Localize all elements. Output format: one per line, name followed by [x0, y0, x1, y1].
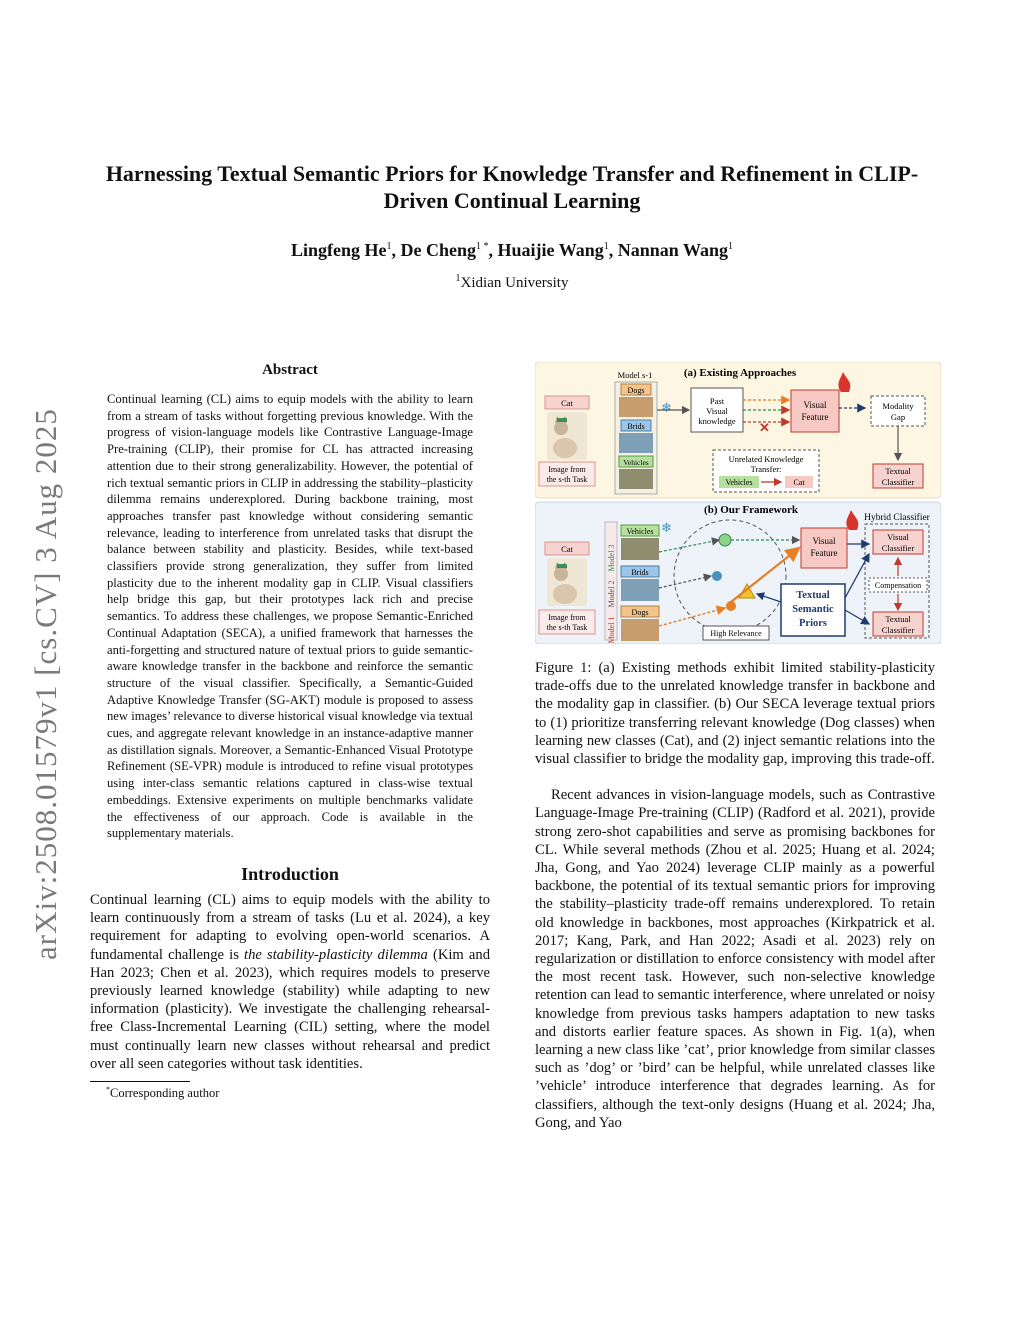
panel-b-title: (b) Our Framework [704, 504, 798, 516]
dog-image-icon [621, 619, 659, 641]
cat-label: Cat [561, 544, 573, 554]
hybrid-classifier-title: Hybrid Classifier [864, 513, 930, 523]
figure-1 [535, 362, 941, 644]
affiliation-name: Xidian University [460, 275, 569, 291]
visual-feature-label: Feature [801, 412, 829, 422]
figure-caption: Figure 1: (a) Existing methods exhibit limited stability-plasticity trade-offs due to the unrelated knowledge transfer in backbone and the modality gap in classifier. (b) Our SECA leverage textual priors to (1) prioritize transferring relevant knowledge (Dog classes) when learning new classes (Cat), and (2) inject semantic relations into the visual classifier to bridge the modality gap, improving this trade-off. [535, 660, 935, 768]
model-label-3: Model 3 [607, 544, 616, 572]
affiliation-mark: 1 [455, 273, 461, 284]
class-label: Dogs [627, 386, 645, 395]
cat-label: Cat [561, 398, 573, 408]
cat-image-icon [547, 558, 587, 606]
class-label: Dogs [631, 608, 649, 617]
visual-feature-box [791, 390, 839, 432]
textual-priors-label: Priors [799, 618, 827, 629]
author-affiliation-mark: 1 [727, 241, 733, 252]
author-affiliation-mark: 1 * [476, 241, 489, 252]
vehicle-image-icon [619, 469, 653, 489]
class-label: Brids [631, 568, 649, 577]
unrelated-cat-label: Cat [793, 478, 805, 487]
bird-image-icon [621, 579, 659, 601]
past-knowledge-label: knowledge [698, 416, 736, 426]
high-relevance-label: High Relevance [710, 629, 762, 638]
visual-feature-label: Feature [810, 548, 838, 558]
introduction-paragraph: Recent advances in vision-language models, such as Contrastive Language-Image Pre-training (CLIP) (Radford et al. 2021), provide strong zero-shot capabilities and serve as promising backbones for CL. While several methods (Zhou et al. 2025; Huang et al. 2024; Jha, Gong, and Yao 2024) leverage CLIP mainly as a powerful backbone, the potential of its textual semantic priors for improving the stability–plasticity trade-off remains underexplored. To retain old knowledge in backbones, most approaches (Kirkpatrick et al. 2017; Kang, Park, and Han 2022; Asadi et al. 2023) rely on regularization or distillation to enforce consistency with model after the most recent task. However, such non-selective knowledge retention can lead to semantic interference, where unrelated or noisy knowledge from previous tasks hampers adaptation to new tasks and distorts earlier feature spaces. As shown in Fig. 1(a), when learning a new class like ’cat’, prior knowledge from similar classes such as ’dog’ or ’bird’ can be helpful, while unrelated classes like ’vehicle’ introduce interference that degrades learning. As for classifiers, although the text-only designs (Huang et al. 2024; Jha, Gong, and Yao [535, 787, 935, 1131]
textual-classifier-label: Textual [885, 614, 911, 624]
past-knowledge-label: Visual [706, 406, 728, 416]
cross-icon: ✕ [759, 420, 770, 435]
author-name: De Cheng [400, 240, 477, 260]
affiliation [80, 273, 944, 292]
author-name: Nannan Wang [617, 240, 728, 260]
author-affiliation-mark: 1 [603, 241, 609, 252]
task-label: the s-th Task [546, 623, 588, 632]
visual-classifier-label: Visual [887, 532, 909, 542]
class-label: Vehicles [623, 458, 649, 467]
snowflake-icon: ❄ [661, 520, 672, 535]
right-column [535, 659, 935, 1132]
author-name: Lingfeng He [291, 240, 387, 260]
intro-text: (Kim and Han 2023; Chen et al. 2023), which requires models to preserve previously learned knowledge (stability) while adapting to new information (plasticity). We investigate the challenging rehearsal-free Class-Incremental Learning (CIL) setting, where the model must continually learn new classes without rehearsal and predict over all seen categories without task identities. [90, 946, 490, 1072]
modality-gap-label: Gap [890, 412, 906, 422]
abstract-text: Continual learning (CL) aims to equip models with the ability to learn from a stream of tasks without forgetting previous knowledge. With the progress of vision-language models like Contrastive Language-Image Pre-training (CLIP), their promise for CL has attracted increasing attention due to their strong generalizability. However, the potential of rich textual semantic priors in CLIP in addressing the stability–plasticity dilemma remains underexplored. During backbone training, most approaches transfer past knowledge without considering semantic relevance, leading to interference from unrelated tasks that disrupt the balance between stability and plasticity. Besides, while text-based classifiers provide strong generalization, they suffer from limited plasticity due to the inherent modality gap in CLIP. Visual classifiers help bridge this gap, but their prototypes lack rich and precise semantics. To address these challenges, we propose Semantic-Enriched Continual Adaptation (SECA), a unified framework that harnesses the anti-forgetting and structured nature of textual priors to guide semantic-aware knowledge transfer in the backbone and reinforce the semantic structure of the visual classifier. Specifically, a Semantic-Guided Adaptive Knowledge Transfer (SG-AKT) module is proposed to assess new images’ relevance to diverse historical visual knowledge via textual cues, and aggregate relevant knowledge in an instance-adaptive manner as distillation signals. Moreover, a Semantic-Enhanced Visual Prototype Refinement (SE-VPR) module is introduced to refine visual prototypes using inter-class semantic relations captured in class-wise textual embeddings. Extensive experiments on multiple benchmarks validate the effectiveness of our approach. Code is available in the supplementary materials. [107, 392, 473, 841]
author-affiliation-mark: 1 [386, 241, 392, 252]
class-label: Brids [627, 422, 645, 431]
visual-feature-label: Visual [803, 400, 827, 410]
figure-diagram [535, 362, 941, 644]
introduction-paragraph [90, 891, 490, 1073]
snowflake-icon: ❄ [661, 400, 672, 415]
unrelated-transfer-label: Unrelated Knowledge [728, 454, 804, 464]
footnote-rule [90, 1081, 190, 1082]
author-name: Huaijie Wang [497, 240, 604, 260]
panel-a-title: (a) Existing Approaches [683, 367, 797, 379]
past-knowledge-label: Past [709, 396, 725, 406]
textual-priors-label: Textual [796, 590, 830, 601]
visual-feature-label: Visual [812, 536, 836, 546]
left-column [90, 362, 490, 1101]
unrelated-vehicles-label: Vehicles [725, 478, 753, 487]
textual-classifier-label: Classifier [881, 477, 915, 487]
model-label-2: Model 2 [607, 580, 616, 608]
textual-classifier-label: Classifier [881, 625, 915, 635]
author-list: Lingfeng He$^1$, De Cheng$^{1 *}$, Huaijie Wang$^1$, Nannan Wang$^1$ [291, 240, 733, 260]
vehicle-prototype-dot [719, 534, 731, 546]
footnote [90, 1085, 490, 1101]
dog-image-icon [619, 397, 653, 417]
cat-image-icon [547, 412, 587, 460]
visual-classifier-label: Classifier [881, 543, 915, 553]
arxiv-stamp: arXiv:2508.01579v1 [cs.CV] 3 Aug 2025 [28, 408, 63, 960]
bird-image-icon [619, 433, 653, 453]
bird-prototype-dot [712, 571, 722, 581]
textual-classifier-label: Textual [885, 466, 911, 476]
task-label: the s-th Task [546, 475, 588, 484]
unrelated-transfer-label: Transfer: [750, 464, 782, 474]
task-label: Image from [548, 613, 586, 622]
model-label-1: Model 1 [607, 616, 616, 644]
footnote-mark: * [106, 1085, 110, 1095]
abstract-heading: Abstract [262, 362, 318, 378]
textual-priors-label: Semantic [792, 604, 834, 615]
introduction-heading: Introduction [241, 863, 339, 884]
intro-emphasis: the stability-plasticity dilemma [244, 946, 428, 963]
footnote-text: Corresponding author [110, 1086, 220, 1101]
modality-gap-label: Modality [882, 401, 914, 411]
class-label: Vehicles [626, 527, 654, 536]
dog-prototype-dot [726, 601, 736, 611]
vehicle-image-icon [621, 538, 659, 560]
paper-title: Harnessing Textual Semantic Priors for Knowledge Transfer and Refinement in CLIP-Driven Continual Learning [105, 161, 919, 213]
compensation-label: Compensation [874, 581, 922, 590]
model-label: Model s-1 [617, 370, 653, 380]
intro-text: Continual learning (CL) aims to equip models with the ability to learn continuously from a stream of tasks (Lu et al. 2024), a key requirement for adapting to evolving open-world scenarios. A fundamental challenge is [90, 891, 490, 963]
task-label: Image from [548, 465, 586, 474]
